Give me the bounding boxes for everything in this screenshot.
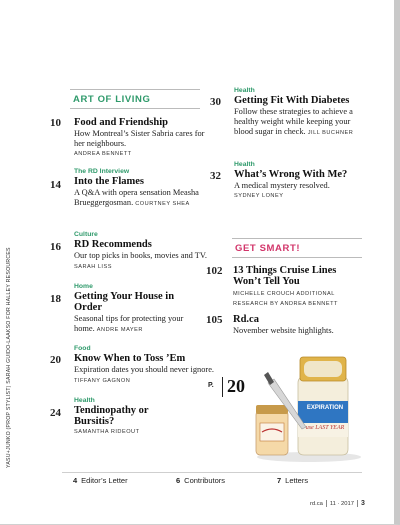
- toc-page-number: 18: [50, 293, 61, 305]
- toc-category: Culture: [74, 231, 98, 238]
- toc-description: Our top picks in books, movies and TV. SARAH LISS: [74, 251, 207, 270]
- toc-category: Health: [234, 161, 255, 168]
- toc-description: Follow these strategies to achieve a healthy weight while keeping your blood sugar in check. JILL BUCHNER: [234, 107, 354, 136]
- footer-link-letters[interactable]: 7 Letters: [277, 476, 309, 485]
- section-get-smart: GET SMART!: [232, 238, 362, 258]
- footer-link-contributors[interactable]: 6 Contributors: [176, 476, 226, 485]
- expired-jars-image: [254, 343, 364, 463]
- toc-description: How Montreal’s Sister Sabria cares for her neighbours.: [74, 129, 205, 148]
- toc-description: November website highlights.: [233, 326, 334, 335]
- photo-page-label: P.: [208, 382, 214, 389]
- toc-title: Into the Flames: [74, 176, 144, 187]
- photo-page-number[interactable]: 20: [227, 376, 245, 396]
- footer-divider: [62, 472, 362, 473]
- toc-category: Health: [74, 397, 95, 404]
- toc-description: A Q&A with opera sensation Measha Brueggergosman. COURTNEY SHEA: [74, 188, 199, 207]
- toc-description: Expiration dates you should never ignore. TIFFANY GAGNON: [74, 365, 215, 384]
- toc-page-number: 30: [210, 96, 221, 108]
- toc-category: Home: [74, 283, 93, 290]
- toc-title: Rd.ca: [233, 314, 259, 325]
- toc-author: COURTNEY SHEA: [135, 201, 190, 207]
- footer-link-editors-letter[interactable]: 4 Editor’s Letter: [73, 476, 128, 485]
- toc-page-number: 32: [210, 170, 221, 182]
- section-art-of-living: ART OF LIVING: [70, 89, 200, 109]
- folio-site: rd.ca: [310, 501, 323, 508]
- toc-category: Health: [234, 87, 255, 94]
- toc-category: The RD Interview: [74, 168, 130, 175]
- toc-page-number: 24: [50, 407, 61, 419]
- expiration-note: use LAST YEAR: [305, 425, 345, 431]
- photo-credit: YASU+JUNKO (PROP STYLIST) SARAH GUIDO-LAAKSO FOR HALLEY RESOURCES: [6, 247, 12, 468]
- expiration-label: EXPIRATION: [306, 405, 344, 411]
- folio-issue: 11 · 2017: [329, 501, 354, 508]
- toc-page-number: 10: [50, 117, 61, 129]
- toc-author: SAMANTHA RIDEOUT: [74, 429, 140, 435]
- toc-page-number: 16: [50, 241, 61, 253]
- toc-title: What’s Wrong With Me?: [234, 169, 348, 180]
- toc-page-number: 14: [50, 179, 61, 191]
- toc-author: TIFFANY GAGNON: [74, 378, 131, 384]
- toc-title: 13 Things Cruise Lines Won’t Tell You: [233, 265, 337, 287]
- toc-page-number: 20: [50, 354, 61, 366]
- toc-title: Know When to Toss ’Em: [74, 353, 186, 364]
- folio-page-number: 3: [360, 500, 365, 508]
- toc-title: Food and Friendship: [74, 117, 168, 128]
- toc-title: RD Recommends: [74, 239, 152, 250]
- toc-author: ANDRE MAYER: [96, 327, 143, 333]
- toc-title: Getting Your House in Order: [74, 291, 175, 313]
- toc-title: Tendinopathy or Bursitis?: [74, 405, 149, 427]
- toc-description: A medical mystery resolved.: [234, 181, 330, 190]
- toc-category: Food: [74, 345, 91, 352]
- toc-author: MICHELLE CROUCH ADDITIONAL RESEARCH BY ANDREA BENNETT: [233, 291, 338, 307]
- toc-author: JILL BUCHNER: [307, 130, 354, 136]
- toc-title: Getting Fit With Diabetes: [234, 95, 350, 106]
- toc-author: ANDREA BENNETT: [74, 151, 132, 157]
- folio: [310, 500, 365, 507]
- toc-description: Seasonal tips for protecting your home. ANDRE MAYER: [74, 314, 184, 333]
- toc-page-number: 102: [206, 265, 223, 277]
- photo-page-divider: [222, 377, 223, 397]
- toc-author: SYDNEY LONEY: [234, 193, 284, 199]
- toc-author: SARAH LISS: [74, 264, 112, 270]
- toc-page-number: 105: [206, 314, 223, 326]
